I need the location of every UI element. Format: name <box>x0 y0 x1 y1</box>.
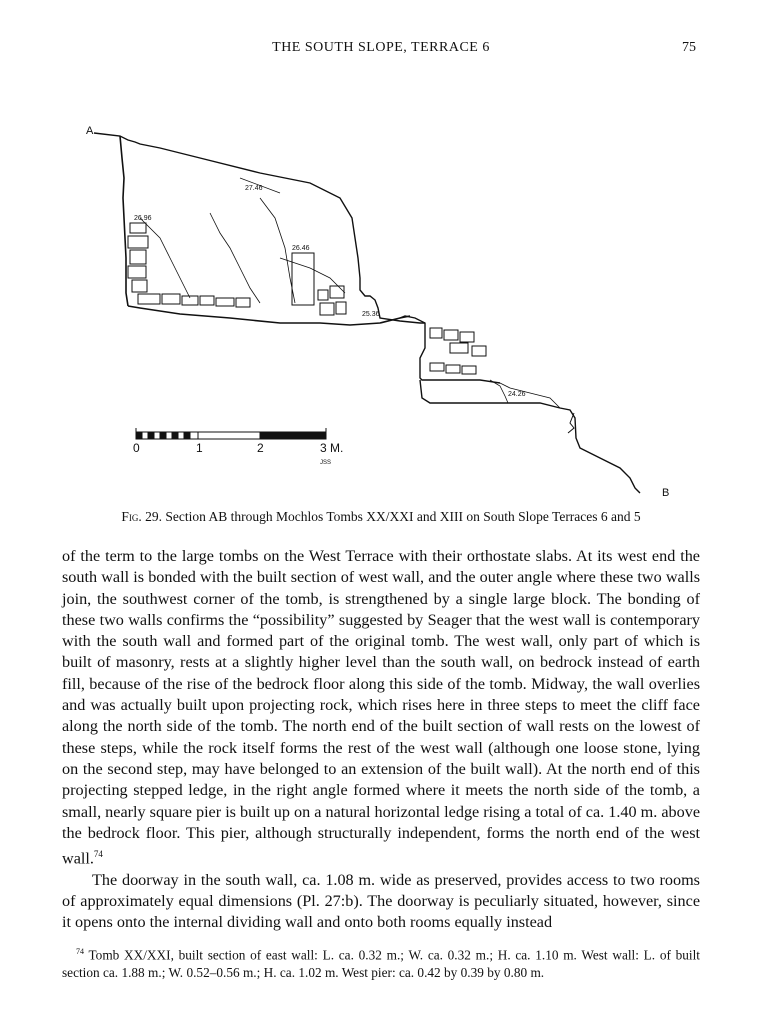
paragraph: of the term to the large tombs on the West Terrace with their orthostate slabs. At its west end the south wall is bonded with the built section of west wall, and the outer angle where these two walls join, the southwest corner of the tomb, is strengthened by a single large block. The bonding of these two walls confirms the “possibility” suggested by Seager that the west wall is contemporary with the south wall and formed part of the original tomb. The west wall, only part of which is built of masonry, rests at a slightly higher level than the south wall, on bedrock instead of earth fill, because of the rise of the bedrock floor along this side of the tomb. Midway, the wall overlies and was actually built upon projecting rock, which rises here in three steps to meet the cliff face along the north side of the tomb. The north end of the built section of wall rests on the lowest of these steps, while the rock itself forms the rest of the west wall (although one loose stone, lying on the second step, may have belonged to an extension of the built wall). At the north end of this projecting stepped ledge, in the right angle formed where it meets the north side of the tomb, a small, nearly square pier is built up on a natural horizontal ledge rising a total of ca. 1.40 m. above the bedrock floor. This pier, although structurally independent, forms the north end of the west wall.$^{74}$ <box>62 547 700 868</box>
figure-caption <box>0 509 762 525</box>
scale-label: 3 M. <box>320 441 344 455</box>
elevation-label: 26.46 <box>292 245 310 252</box>
elevation-label: 25.36 <box>362 311 380 318</box>
draftsman-initials: JSS <box>320 460 332 466</box>
section-drawing <box>80 118 680 503</box>
point-a-label: A <box>86 125 94 137</box>
elevation-label: 26.96 <box>134 215 152 222</box>
running-head <box>0 40 762 60</box>
caption-prefix: Fig. 29. <box>121 509 162 524</box>
elevation-label: 24.26 <box>508 391 526 398</box>
running-title: THE SOUTH SLOPE, TERRACE 6 <box>272 40 490 55</box>
elevation-label: 27.46 <box>245 185 263 192</box>
masonry-blocks-lower <box>430 328 486 374</box>
scale-label: 1 <box>196 441 203 455</box>
lower-profile-line <box>420 380 640 493</box>
scale-bar <box>136 428 326 439</box>
paragraph: The doorway in the south wall, ca. 1.08 m. wide as preserved, provides access to two rooms of approximately equal dimensions (Pl. 27:b). The doorway is peculiarly situated, however, since it opens onto the internal dividing wall and onto both rooms equally instead <box>62 870 700 932</box>
body-text <box>62 546 700 934</box>
footnote-ref[interactable]: 74 <box>93 849 103 860</box>
west-cliff-line <box>120 136 128 306</box>
footnote <box>62 943 700 981</box>
scale-label: 0 <box>133 441 140 455</box>
scale-label: 2 <box>257 441 264 455</box>
pier-outline <box>292 253 314 305</box>
footnote-number: 74 <box>76 947 84 956</box>
footnote-text: Tomb XX/XXI, built section of east wall: L. ca. 0.32 m.; W. ca. 0.32 m.; H. ca. 1.10 m. West wall: L. of built section ca. 1.88 m.; W. 0.52–0.56 m.; H. ca. 1.02 m. West pier: ca. 0.42 by 0.39 by 0.80 m. <box>62 947 700 980</box>
point-b-label: B <box>662 487 670 499</box>
caption-text: Section AB through Mochlos Tombs XX/XXI and XIII on South Slope Terraces 6 and 5 <box>165 509 641 524</box>
page-number: 75 <box>682 40 696 55</box>
masonry-blocks-left <box>128 223 250 307</box>
